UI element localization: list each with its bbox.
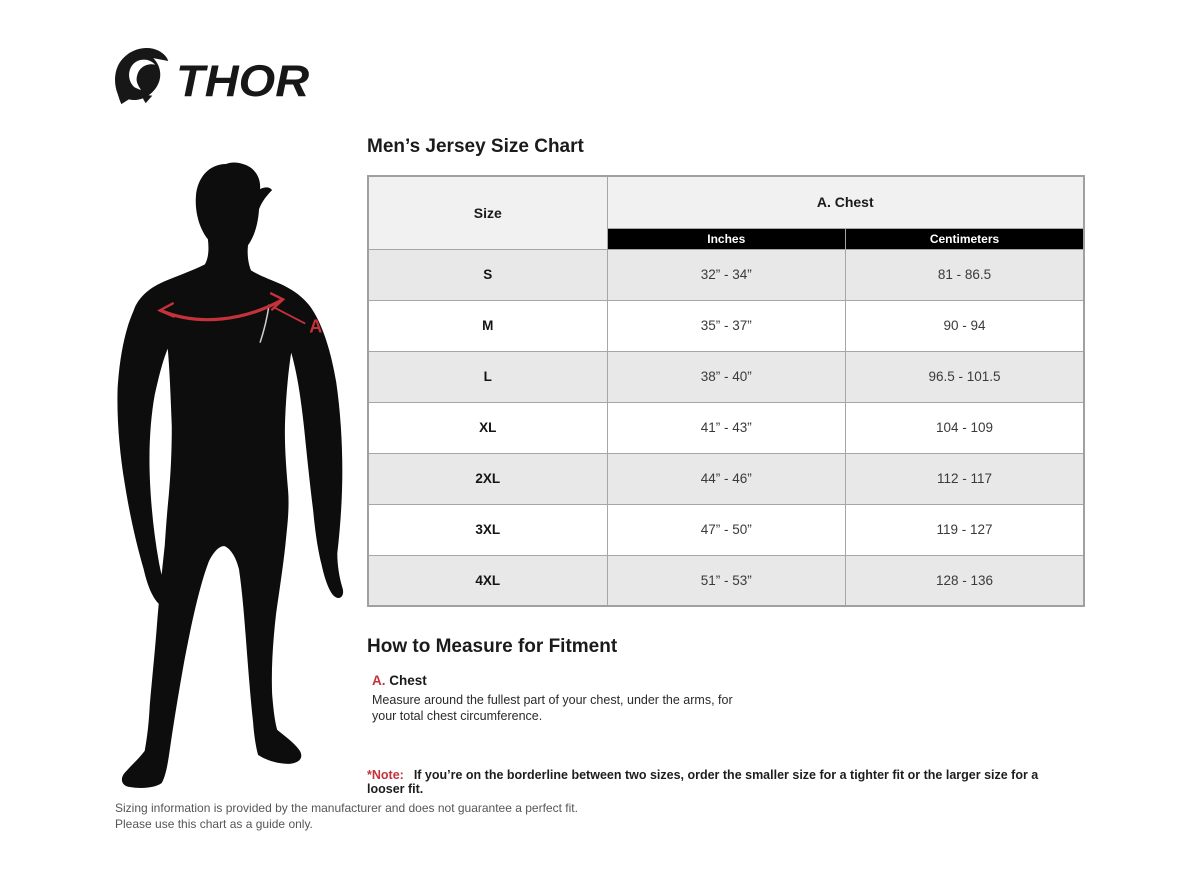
table-header-row <box>368 176 1084 228</box>
size-value: 3XL <box>368 504 607 555</box>
size-value: S <box>368 249 607 300</box>
table-row <box>368 249 1084 300</box>
centimeters-value: 128 - 136 <box>846 555 1085 606</box>
body-measurement-figure <box>108 152 370 794</box>
thor-logo <box>112 44 309 106</box>
size-value: 2XL <box>368 453 607 504</box>
centimeters-value: 104 - 109 <box>846 402 1085 453</box>
sizing-note <box>367 768 1067 796</box>
size-column-header: Size <box>368 176 607 249</box>
disclaimer-line-1: Sizing information is provided by the manufacturer and does not guarantee a perfect fit. <box>115 801 578 815</box>
measure-name-text: Chest <box>389 673 427 688</box>
table-row <box>368 300 1084 351</box>
centimeters-value: 119 - 127 <box>846 504 1085 555</box>
arm-gap-left <box>166 381 170 453</box>
inches-column-header: Inches <box>607 228 846 249</box>
centimeters-value: 81 - 86.5 <box>846 249 1085 300</box>
inches-value: 47” - 50” <box>607 504 846 555</box>
brand-name: THOR <box>176 55 310 106</box>
centimeters-value: 96.5 - 101.5 <box>846 351 1085 402</box>
thor-ram-icon <box>112 44 172 106</box>
centimeters-value: 90 - 94 <box>846 300 1085 351</box>
male-silhouette <box>117 163 343 788</box>
size-value: 4XL <box>368 555 607 606</box>
arm-gap-right <box>288 381 292 453</box>
size-chart-table <box>367 175 1085 607</box>
measure-item-chest <box>372 673 740 724</box>
how-to-measure-title: How to Measure for Fitment <box>367 636 618 657</box>
inches-value: 41” - 43” <box>607 402 846 453</box>
table-row <box>368 555 1084 606</box>
note-label: *Note: <box>367 768 404 782</box>
table-row <box>368 453 1084 504</box>
disclaimer-footer <box>115 801 578 833</box>
size-value: L <box>368 351 607 402</box>
measure-item-name <box>372 673 740 688</box>
disclaimer-line-2: Please use this chart as a guide only. <box>115 816 313 831</box>
measure-letter: A. <box>372 673 386 688</box>
male-silhouette-graphic <box>108 152 370 794</box>
measure-description: Measure around the fullest part of your chest, under the arms, for your total chest circumference. <box>372 693 733 723</box>
size-value: XL <box>368 402 607 453</box>
inches-value: 51” - 53” <box>607 555 846 606</box>
chest-group-header: A. Chest <box>607 176 1084 228</box>
table-row <box>368 351 1084 402</box>
inches-value: 35” - 37” <box>607 300 846 351</box>
size-chart-title: Men’s Jersey Size Chart <box>367 136 584 157</box>
centimeters-column-header: Centimeters <box>846 228 1085 249</box>
note-text: If you’re on the borderline between two sizes, order the smaller size for a tighter fit or the larger size for a looser fit. <box>367 768 1039 796</box>
table-row <box>368 402 1084 453</box>
table-row <box>368 504 1084 555</box>
inches-value: 44” - 46” <box>607 453 846 504</box>
inches-value: 38” - 40” <box>607 351 846 402</box>
size-value: M <box>368 300 607 351</box>
chest-label-a: A <box>309 316 323 337</box>
centimeters-value: 112 - 117 <box>846 453 1085 504</box>
inches-value: 32” - 34” <box>607 249 846 300</box>
